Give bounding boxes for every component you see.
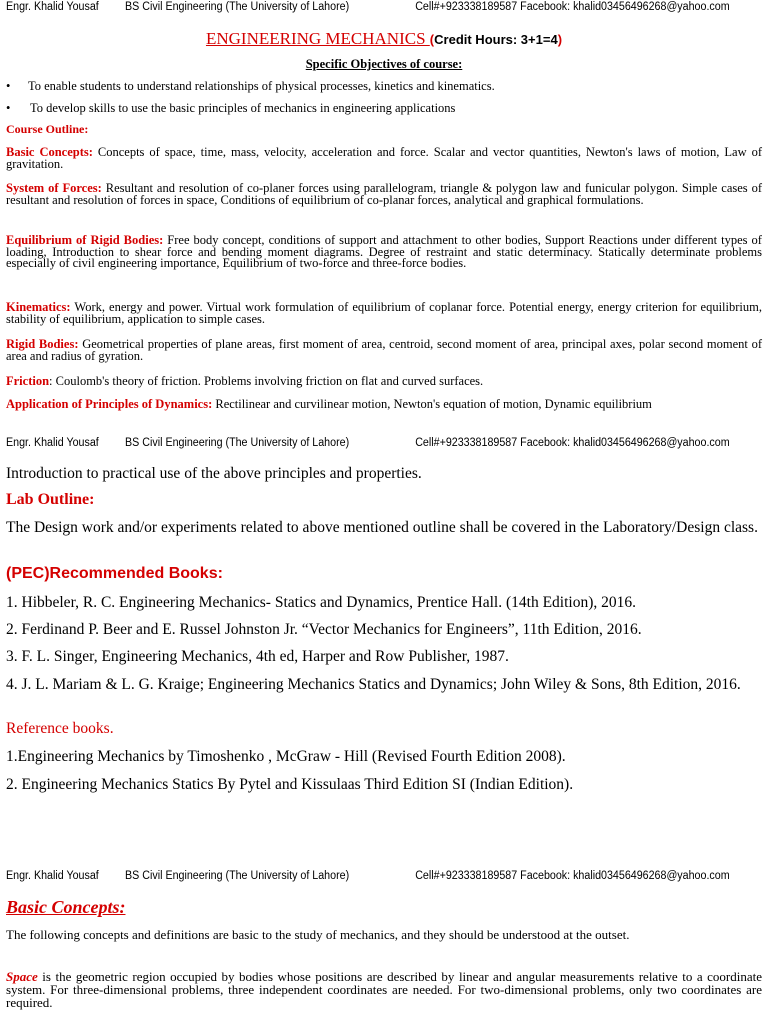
- book-item: 1. Hibbeler, R. C. Engineering Mechanics- Statics and Dynamics, Prentice Hall. (14th Edition), 2016.: [6, 594, 637, 611]
- recommended-books-heading: (PEC)Recommended Books:: [6, 565, 223, 582]
- header-contact: Cell#+923338189587 Facebook: khalid03456496268@yahoo.com: [415, 1, 730, 13]
- space-definition: Space is the geometric region occupied by bodies whose positions are described by linear and angular measurements relative to a coordinate system. For three-dimensional problems, three independent coordinates are needed. For two-dimensional problems, only two coordinates are required.: [6, 969, 762, 1010]
- reference-item: 2. Engineering Mechanics Statics By Pytel and Kissulaas Third Edition SI (Indian Edition).: [6, 776, 574, 793]
- topic-kinematics: Kinematics: Work, energy and power. Virtual work formulation of equilibrium of coplanar force. Potential energy, energy criterion for equilibrium, stability of equilibrium, application to simple cases.: [6, 300, 762, 326]
- credit-hours: Credit Hours: 3+1=4: [434, 32, 558, 47]
- topic-rigid-bodies: Rigid Bodies: Geometrical properties of plane areas, first moment of area, centroid, second moment of area, principal axes, polar second moment of area and radius of gyration.: [6, 337, 762, 363]
- book-item: 4. J. L. Mariam & L. G. Kraige; Engineering Mechanics Statics and Dynamics; John Wiley & Sons, 8th Edition, 2016.: [6, 676, 741, 693]
- course-title-main: ENGINEERING MECHANICS: [205, 29, 430, 48]
- page-header: [6, 437, 730, 455]
- intro-practical: Introduction to practical use of the above principles and properties.: [6, 465, 422, 482]
- topic-basic-concepts: Basic Concepts: Concepts of space, time, mass, velocity, acceleration and force. Scalar and vector quantities, Newton's laws of motion, Law of gravitation.: [6, 145, 762, 171]
- reference-books-heading: Reference books.: [6, 720, 114, 737]
- topic-equilibrium-rigid-bodies: Equilibrium of Rigid Bodies: Free body concept, conditions of support and attachment to other bodies, Support Reactions under different types of loading, Introduction to shear force and bending moment diagrams. Degree of restraint and static determinacy. Statically determinate problems especially of civil engineering importance, Equilibrium of two-force and three-force bodies.: [6, 233, 762, 270]
- course-outline-heading: Course Outline:: [6, 122, 89, 136]
- header-degree: BS Civil Engineering (The University of Lahore): [125, 870, 350, 882]
- book-item: 3. F. L. Singer, Engineering Mechanics, 4th ed, Harper and Row Publisher, 1987.: [6, 648, 509, 665]
- header-degree: BS Civil Engineering (The University of Lahore): [125, 1, 350, 13]
- header-degree: BS Civil Engineering (The University of Lahore): [125, 437, 350, 449]
- header-contact: Cell#+923338189587 Facebook: khalid03456496268@yahoo.com: [415, 437, 730, 449]
- book-item: 2. Ferdinand P. Beer and E. Russel Johnston Jr. “Vector Mechanics for Engineers”, 11th Edition, 2016.: [6, 621, 642, 638]
- lab-outline-text: The Design work and/or experiments related to above mentioned outline shall be covered in the Laboratory/Design class.: [6, 519, 758, 536]
- topic-system-of-forces: System of Forces: Resultant and resolution of co-planer forces using parallelogram, triangle & polygon law and funicular polygon. Simple cases of resultant and resolution of forces in space, Conditions of equilibrium of co-planar forces, analytical and graphical formulations.: [6, 181, 762, 207]
- header-author: Engr. Khalid Yousaf: [6, 1, 99, 13]
- basic-concepts-intro: The following concepts and definitions are basic to the study of mechanics, and they should be understood at the outset.: [6, 927, 630, 942]
- basic-concepts-heading: Basic Concepts:: [6, 897, 126, 917]
- objectives-heading: Specific Objectives of course:: [305, 57, 463, 71]
- topic-friction: Friction: Coulomb's theory of friction. Problems involving friction on flat and curved surfaces.: [6, 374, 484, 388]
- reference-item: 1.Engineering Mechanics by Timoshenko , McGraw - Hill (Revised Fourth Edition 2008).: [6, 748, 566, 765]
- header-author: Engr. Khalid Yousaf: [6, 870, 99, 882]
- page-header: [6, 1, 730, 19]
- header-contact: Cell#+923338189587 Facebook: khalid03456496268@yahoo.com: [415, 870, 730, 882]
- header-author: Engr. Khalid Yousaf: [6, 437, 99, 449]
- lab-outline-heading: Lab Outline:: [6, 491, 95, 508]
- document-page: Engr. Khalid Yousaf BS Civil Engineering (The University of Lahore) Cell#+923338189587 Facebook: khalid03456496268@yahoo.com ENGINEERING MECHANICS (Credit Hours: 3+1=4) Specific Objectives of course: • To enable students to understand relationships of physical processes, kinetics and kinematics. • To develop skills to use the basic principles of mechanics in engineering applications Course Outline: Basic Concepts: Concepts of space, time, mass, velocity, acceleration and force. Scalar and vector quantities, Newton's laws of motion, Law of gravitation. System of Forces: Resultant and resolution of co-planer forces using parallelogram, triangle & polygon law and funicular polygon. Simple cases of resultant and resolution of forces in space, Conditions of equilibrium of co-planar forces, analytical and graphical formulations. Equilibrium of Rigid Bodies: Free body concept, conditions of support and attachment to other bodies, Support Reactions under different types of loading, Introduction to shear force and bending moment diagrams. Degree of restraint and static determinacy. Statically determinate problems especially of civil engineering importance, Equilibrium of two-force and three-force bodies. Kinematics: Work, energy and power. Virtual work formulation of equilibrium of coplanar force. Potential energy, energy criterion for equilibrium, stability of equilibrium, application to simple cases. Rigid Bodies: Geometrical properties of plane areas, first moment of area, centroid, second moment of area, principal axes, polar second moment of area and radius of gyration. Friction: Coulomb's theory of friction. Problems involving friction on flat and curved surfaces. Application of Principles of Dynamics: Rectilinear and curvilinear motion, Newton's equation of motion, Dynamic equilibrium Engr. Khalid Yousaf BS Civil Engineering (The University of Lahore) Cell#+923338189587 Facebook: khalid03456496268@yahoo.com Introduction to practical use of the above principles and properties. Lab Outline: The Design work and/or experiments related to above mentioned outline shall be covered in the Laboratory/Design class. (PEC)Recommended Books: 1. Hibbeler, R. C. Engineering Mechanics- Statics and Dynamics, Prentice Hall. (14th Edition), 2016. 2. Ferdinand P. Beer and E. Russel Johnston Jr. “Vector Mechanics for Engineers”, 11th Edition, 2016. 3. F. L. Singer, Engineering Mechanics, 4th ed, Harper and Row Publisher, 1987. 4. J. L. Mariam & L. G. Kraige; Engineering Mechanics Statics and Dynamics; John Wiley & Sons, 8th Edition, 2016. Reference books. 1.Engineering Mechanics by Timoshenko , McGraw - Hill (Revised Fourth Edition 2008). 2. Engineering Mechanics Statics By Pytel and Kissulaas Third Edition SI (Indian Edition). Engr. Khalid Yousaf BS Civil Engineering (The University of Lahore) Cell#+923338189587 Facebook: khalid03456496268@yahoo.com Basic Concepts: The following concepts and definitions are basic to the study of mechanics, and they should be understood at the outset. Space is the geometric region occupied by bodies whose positions are described by linear and angular measurements relative to a coordinate system. For three-dimensional problems, three independent coordinates are needed. For two-dimensional problems, only two coordinates are required.: [0, 0, 768, 1024]
- space-term: Space: [6, 969, 38, 984]
- course-title: ENGINEERING MECHANICS (Credit Hours: 3+1=4): [205, 29, 563, 48]
- page-header: [6, 870, 730, 888]
- topic-dynamics: Application of Principles of Dynamics: Rectilinear and curvilinear motion, Newton's equation of motion, Dynamic equilibrium: [6, 397, 652, 411]
